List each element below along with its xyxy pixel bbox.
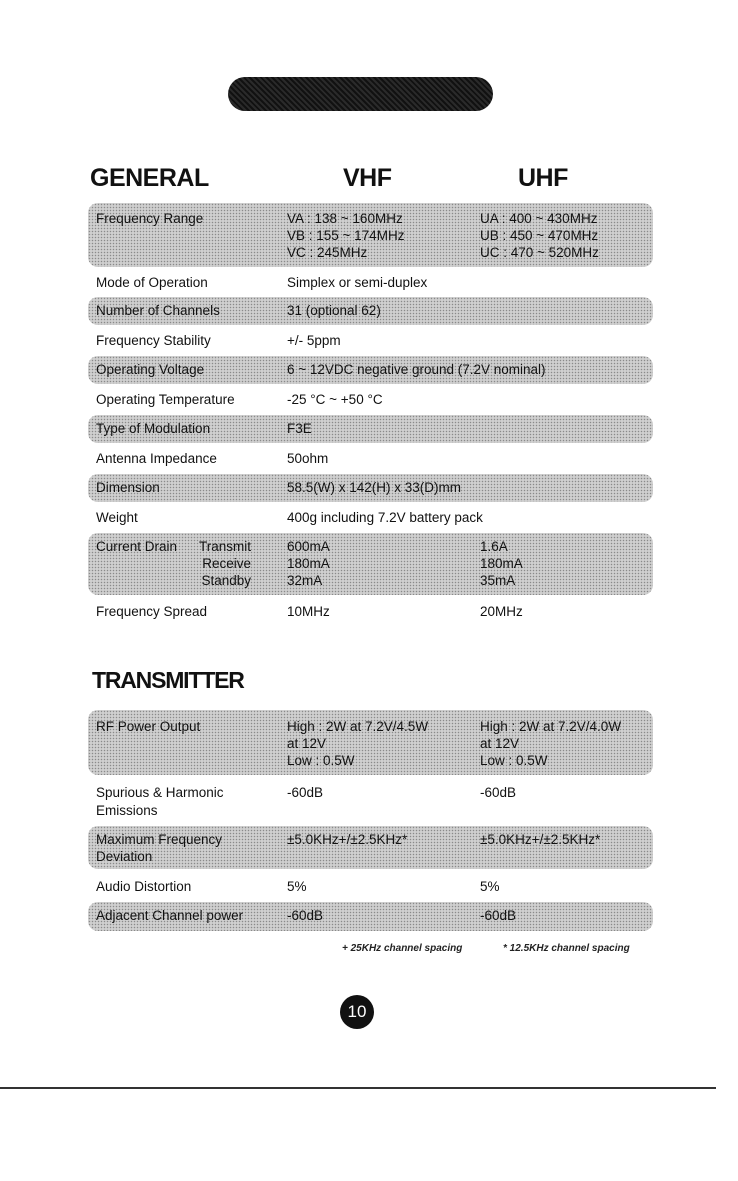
- spec-label-line1: Maximum Frequency: [96, 832, 223, 847]
- spec-label: Type of Modulation: [96, 421, 211, 436]
- vhf-range-b: VB : 155 ~ 174MHz: [287, 228, 405, 243]
- spec-row-operating-temperature: [88, 391, 653, 411]
- uhf-value: -60dB: [480, 908, 517, 923]
- spec-value: 31 (optional 62): [287, 303, 381, 318]
- vhf-value: 10MHz: [287, 604, 330, 619]
- uhf-transmit-current: 1.6A: [480, 539, 508, 554]
- uhf-range-b: UB : 450 ~ 470MHz: [480, 228, 599, 243]
- vhf-heading: VHF: [343, 164, 392, 192]
- uhf-heading: UHF: [518, 164, 568, 192]
- spec-row-type-of-modulation: [88, 415, 653, 443]
- spec-value: 6 ~ 12VDC negative ground (7.2V nominal): [287, 362, 546, 377]
- spec-value: 58.5(W) x 142(H) x 33(D)mm: [287, 480, 462, 495]
- spec-label: Operating Temperature: [96, 392, 235, 407]
- uhf-value: -60dB: [480, 785, 517, 800]
- spec-label: Weight: [96, 510, 138, 525]
- spec-label: Mode of Operation: [96, 275, 208, 290]
- spec-row-number-of-channels: [88, 297, 653, 325]
- spec-row-current-drain: [88, 533, 653, 595]
- spec-label: Frequency Stability: [96, 333, 211, 348]
- vhf-value: -60dB: [287, 785, 324, 800]
- vhf-value: -60dB: [287, 908, 324, 923]
- spec-row-operating-voltage: [88, 356, 653, 384]
- page-number: 10: [340, 995, 374, 1029]
- spec-row-frequency-spread: [88, 603, 653, 623]
- footnote-12-5khz: * 12.5KHz channel spacing: [503, 943, 630, 954]
- spec-value: F3E: [287, 421, 312, 436]
- section-header-bar: [228, 77, 493, 111]
- vhf-value: 5%: [287, 879, 307, 894]
- spec-label: Audio Distortion: [96, 879, 192, 894]
- mode-standby: Standby: [201, 573, 251, 588]
- spec-label: Number of Channels: [96, 303, 220, 318]
- uhf-value: 5%: [480, 879, 500, 894]
- spec-row-frequency-stability: [88, 332, 653, 352]
- uhf-power-low: Low : 0.5W: [480, 753, 548, 768]
- vhf-range-c: VC : 245MHz: [287, 245, 368, 260]
- uhf-value: 20MHz: [480, 604, 523, 619]
- vhf-receive-current: 180mA: [287, 556, 330, 571]
- vhf-value: ±5.0KHz+/±2.5KHz*: [287, 832, 408, 847]
- spec-row-antenna-impedance: [88, 450, 653, 470]
- spec-row-mode-of-operation: [88, 274, 653, 294]
- uhf-power-high: High : 2W at 7.2V/4.0W: [480, 719, 622, 734]
- spec-row-max-deviation: [88, 826, 653, 869]
- uhf-range-c: UC : 470 ~ 520MHz: [480, 245, 599, 260]
- uhf-power-12v: at 12V: [480, 736, 520, 751]
- spec-value: Simplex or semi-duplex: [287, 275, 428, 290]
- footnote-25khz: + 25KHz channel spacing: [342, 943, 463, 954]
- vhf-power-low: Low : 0.5W: [287, 753, 355, 768]
- general-heading: GENERAL: [90, 164, 209, 192]
- spec-label: Dimension: [96, 480, 160, 495]
- uhf-value: ±5.0KHz+/±2.5KHz*: [480, 832, 601, 847]
- spec-value: +/- 5ppm: [287, 333, 341, 348]
- mode-transmit: Transmit: [198, 539, 251, 554]
- vhf-power-high: High : 2W at 7.2V/4.5W: [287, 719, 429, 734]
- spec-label: Antenna Impedance: [96, 451, 217, 466]
- vhf-range-a: VA : 138 ~ 160MHz: [287, 211, 403, 226]
- spec-label: Adjacent Channel power: [96, 908, 244, 923]
- spec-row-spurious-emissions: [88, 784, 653, 822]
- spec-value: 50ohm: [287, 451, 329, 466]
- transmitter-heading: TRANSMITTER: [92, 667, 244, 693]
- spec-label-line2: Deviation: [96, 849, 153, 864]
- spec-row-dimension: [88, 474, 653, 502]
- spec-row-rf-power-output: [88, 710, 653, 775]
- mode-receive: Receive: [202, 556, 251, 571]
- uhf-receive-current: 180mA: [480, 556, 523, 571]
- page-bottom-rule: [0, 1087, 716, 1089]
- spec-value: -25 °C ~ +50 °C: [287, 392, 383, 407]
- uhf-range-a: UA : 400 ~ 430MHz: [480, 211, 598, 226]
- spec-label: Frequency Spread: [96, 604, 208, 619]
- uhf-standby-current: 35mA: [480, 573, 516, 588]
- spec-label: RF Power Output: [96, 719, 201, 734]
- spec-row-adjacent-channel-power: [88, 902, 653, 931]
- spec-label: Current Drain: [96, 539, 178, 554]
- spec-label: Operating Voltage: [96, 362, 205, 377]
- spec-row-weight: [88, 509, 653, 529]
- vhf-standby-current: 32mA: [287, 573, 323, 588]
- vhf-power-12v: at 12V: [287, 736, 327, 751]
- spec-value: 400g including 7.2V battery pack: [287, 510, 483, 525]
- spec-label-line2: Emissions: [96, 803, 158, 818]
- vhf-transmit-current: 600mA: [287, 539, 330, 554]
- spec-label-line1: Spurious & Harmonic: [96, 785, 224, 800]
- spec-row-audio-distortion: [88, 878, 653, 898]
- spec-label: Frequency Range: [96, 211, 204, 226]
- spec-row-frequency-range: [88, 203, 653, 267]
